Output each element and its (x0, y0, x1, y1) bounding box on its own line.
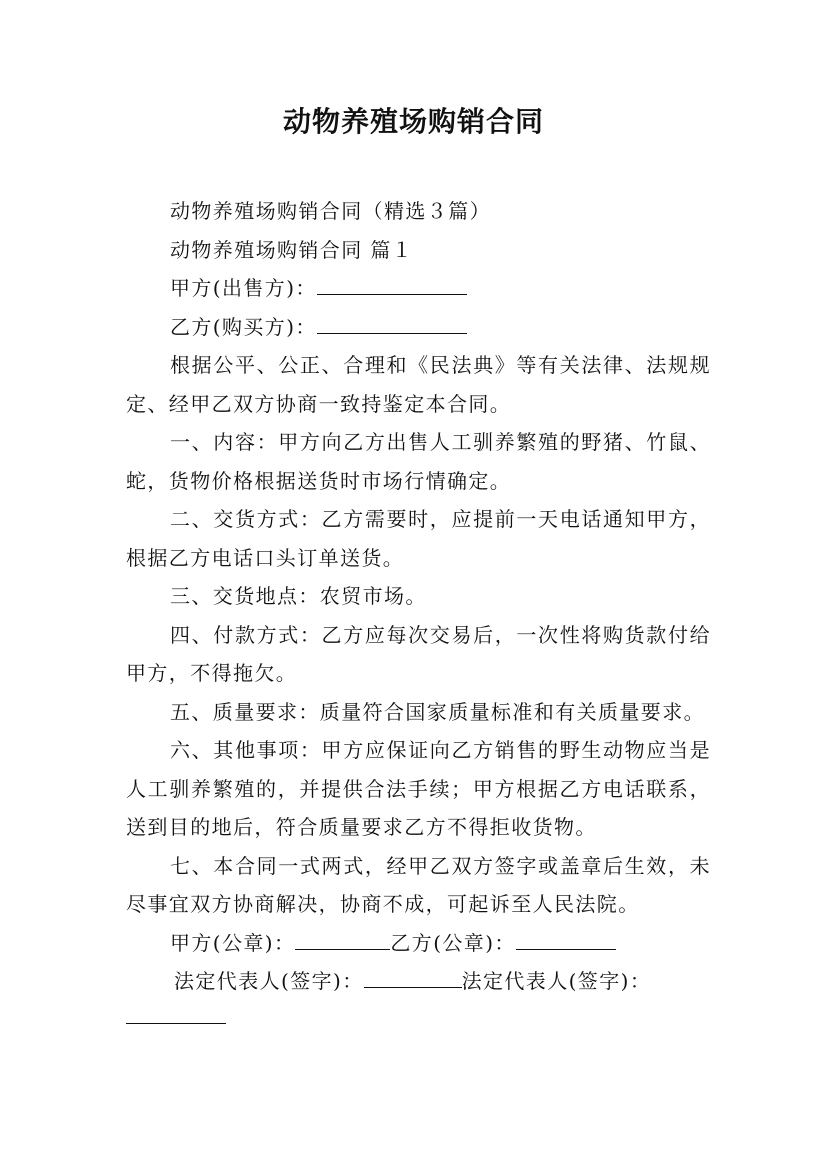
party-a-seal-blank (295, 927, 390, 950)
clause-5: 五、质量要求：质量符合国家质量标准和有关质量要求。 (170, 699, 705, 724)
party-b-seal-label: 乙方(公章)： (390, 930, 516, 955)
document-body (126, 192, 711, 1024)
clause-1: 一、内容：甲方向乙方出售人工驯养繁殖的野猪、竹鼠、蛇，货物价格根据送货时市场行情确定。 (126, 430, 711, 493)
seal-line (126, 924, 711, 963)
legal-rep-a-label: 法定代表人(签字)： (174, 969, 364, 993)
section-heading: 动物养殖场购销合同 篇１ (170, 237, 414, 262)
clause-7: 七、本合同一式两式，经甲乙双方签字或盖章后生效，未尽事宜双方协商解决，协商不成，可起诉至人民法院。 (126, 853, 711, 916)
legal-rep-b-blank (126, 1003, 226, 1024)
document-title: 动物养殖场购销合同 (282, 105, 544, 138)
party-a-line (126, 269, 711, 308)
party-b-seal-blank (516, 927, 616, 950)
legal-rep-line (126, 962, 711, 1001)
party-a-blank (317, 272, 467, 295)
party-a-label: 甲方(出售方)： (170, 276, 317, 300)
clause-4: 四、付款方式：乙方应每次交易后，一次性将购货款付给甲方，不得拖欠。 (126, 622, 711, 685)
clause-3: 三、交货地点：农贸市场。 (170, 584, 427, 608)
party-b-label: 乙方(购买方)： (170, 314, 317, 339)
party-a-seal-label: 甲方(公章)： (170, 930, 296, 955)
legal-rep-a-blank (364, 965, 462, 988)
intro-paragraph: 根据公平、公正、合理和《民法典》等有关法律、法规规定、经甲乙双方协商一致持鉴定本合同。 (126, 353, 711, 416)
party-b-line (126, 308, 711, 347)
subtitle: 动物养殖场购销合同（精选３篇） (170, 199, 491, 223)
party-b-blank (317, 311, 467, 334)
clause-6: 六、其他事项：甲方应保证向乙方销售的野生动物应当是人工驯养繁殖的，并提供合法手续；甲方根据乙方电话联系，送到目的地后，符合质量要求乙方不得拒收货物。 (126, 738, 711, 839)
clause-2: 二、交货方式：乙方需要时，应提前一天电话通知甲方，根据乙方电话口头订单送货。 (126, 507, 711, 570)
legal-rep-b-label: 法定代表人(签字)： (461, 969, 652, 993)
